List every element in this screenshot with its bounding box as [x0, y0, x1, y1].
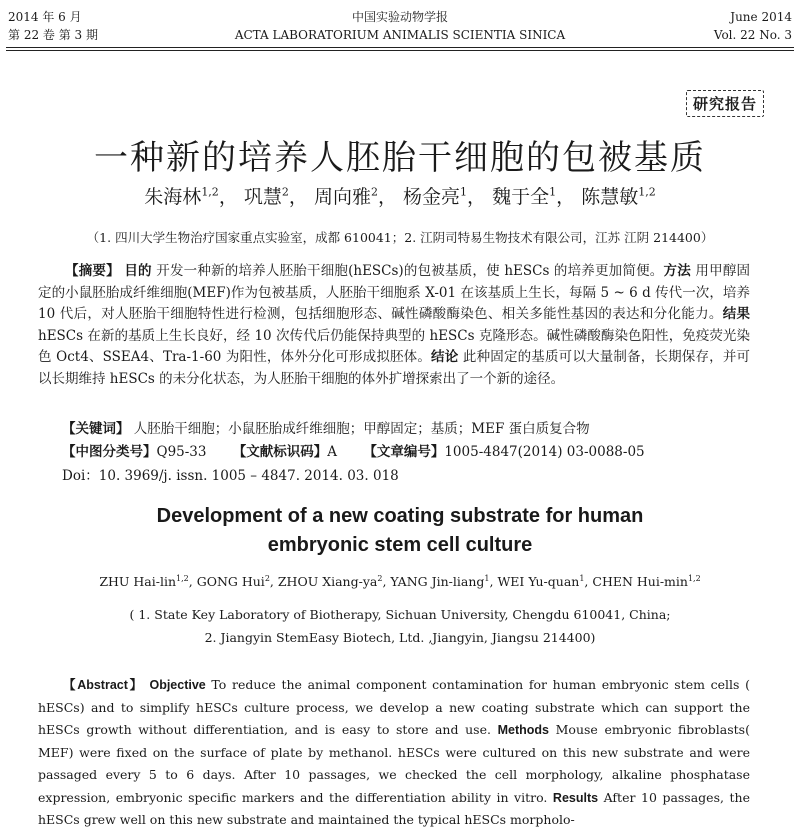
article-number-label: 【文章编号】 [363, 444, 445, 460]
header-right [714, 8, 792, 44]
affiliation-cn: （1. 四川大学生物治疗国家重点实验室，成都 610041；2. 江阴司特易生物技术有限公司，江苏 江阴 214400） [86, 230, 714, 245]
author-en: ZHOU Xiang-$ya^2$, [277, 574, 391, 590]
author-cn: 陈慧敏$^{1,2}$ [581, 185, 656, 208]
conclusion-label-cn: 结论 [431, 349, 459, 365]
header-rule-secondary [6, 50, 794, 51]
keywords-label: 【关键词】 [62, 421, 130, 437]
results-text-cn: hESCs 在新的基质上生长良好，经 10 次传代后仍能保持典型的 hESCs 克隆形态。碱性磷酸酶染色阳性，免疫荧光染色 Oct4、SSEA4、Tra-1-60 为阳性，体外分化可形成拟胚体。 [38, 327, 750, 365]
methods-text-en: Mouse embryonic fibroblasts( MEF) were fixed on the surface of plate by methanol. hESCs were cultured on this new substrate and were passaged every 5 to 6 days. After 10 passages, we checked the cell morphology, alkaline phosphatase expression, embryonic specific markers and the differentiation ability in vitro. [38, 722, 750, 805]
affiliation-en-2: 2. Jiangyin StemEasy Biotech, Ltd. ,Jiangyin, Jiangsu 214400) [204, 630, 596, 645]
abstract-label-cn: 【摘要】 [65, 263, 120, 279]
running-header [0, 8, 800, 48]
author-en: WEI Yu-quan$^1$, [497, 574, 593, 590]
objective-text-en: To reduce the animal component contamination for human embryonic stem cells ( hESCs) and to simplify hESCs culture process, we develop a new coating substrate which can support the hESCs growth without differentiation, and is easy to store and use. [38, 677, 750, 737]
doc-code-value: A [327, 444, 338, 460]
volume-en: Vol. 22 No. 3 [713, 28, 792, 42]
doi-line [62, 466, 399, 487]
clc-value: Q95-33 [156, 444, 207, 460]
header-center [0, 8, 800, 44]
clc-label: 【中图分类号】 [62, 444, 157, 460]
author-cn: 巩慧$^2$， [243, 185, 308, 208]
objective-text-cn: 开发一种新的培养人胚胎干细胞(hESCs)的包被基质，使 hESCs 的培养更加简便。 [156, 263, 664, 279]
keywords-line [62, 419, 590, 440]
keywords-text: 人胚胎干细胞；小鼠胚胎成纤维细胞；甲醇固定；基质；MEF 蛋白质复合物 [133, 421, 590, 437]
header-rule [6, 47, 794, 48]
results-label-en: Results [552, 790, 599, 805]
affiliation-en-1: ( 1. State Key Laboratory of Biotherapy, Sichuan University, Chengdu 610041, China; [129, 607, 671, 622]
article-number-value: 1005-4847(2014) 03-0088-05 [444, 444, 645, 460]
author-en: CHEN Hui-$\min^{1,2}$ [592, 574, 701, 590]
article-title-cn: 一种新的培养人胚胎干细胞的包被基质 [94, 138, 706, 178]
volume-cn: 第 22 卷 第 3 期 [8, 28, 98, 42]
results-text-en: After 10 passages, the hESCs grew well on this new substrate and maintained the typical hESCs morpholo- [38, 789, 750, 827]
results-label-cn: 结果 [722, 306, 751, 322]
objective-label-cn: 目的 [124, 263, 152, 279]
objective-label-en: Objective [149, 678, 206, 692]
journal-name-en: ACTA LABORATORIUM ANIMALIS SCIENTIA SINICA [234, 28, 566, 42]
abstract-label-en: 【Abstract】 [63, 678, 144, 692]
doi-text: Doi：10. 3969/j. issn. 1005 – 4847. 2014. 03. 018 [62, 468, 399, 484]
abstract-en [38, 674, 750, 832]
author-en: ZHU Hai-lin$^{1,2}$, [99, 574, 197, 590]
author-cn: 魏于全$^1$， [492, 185, 576, 208]
methods-label-en: Methods [497, 723, 549, 737]
author-en: GONG Hui$^2$, [196, 574, 278, 590]
title-en-line-1: Development of a new coating substrate for human [156, 505, 644, 527]
author-list-cn [0, 182, 800, 209]
issue-date-en: June 2014 [730, 10, 792, 24]
classification-line [62, 442, 645, 463]
conclusion-text-cn: 此种固定的基质可以大量制备，长期保存，并可以长期维持 hESCs 的未分化状态，为人胚胎干细胞的体外扩增探索出了一个新的途径。 [38, 349, 751, 387]
methods-text-cn: 用甲醇固定的小鼠胚胎成纤维细胞(MEF)作为包被基质，人胚胎干细胞系 X-01 在该基质上生长，每隔 5 ~ 6 d 传代一次，培养 10 代后，对人胚胎干细胞特性进行检测，包括细胞形态、碱性磷酸酶染色、相关多能性基因的表达和分化能力。 [38, 263, 751, 322]
affiliation-en [0, 603, 800, 649]
methods-label-cn: 方法 [663, 263, 691, 279]
abstract-cn [38, 261, 750, 390]
title-en-line-2: embryonic stem cell culture [267, 534, 533, 556]
author-list-en [0, 574, 800, 589]
author-cn: 周向雅$^2$， [313, 185, 397, 208]
section-badge: 研究报告 [686, 90, 764, 117]
issue-date-cn: 2014 年 6 月 [8, 10, 82, 24]
author-en: YANG Jin-liang$^1$, [390, 574, 498, 590]
doc-code-label: 【文献标识码】 [232, 444, 328, 460]
journal-name-cn: 中国实验动物学报 [351, 10, 448, 24]
author-cn: 朱海林$^{1,2}$， [144, 185, 238, 208]
article-title-en [0, 502, 800, 560]
author-cn: 杨金亮$^1$， [403, 185, 487, 208]
